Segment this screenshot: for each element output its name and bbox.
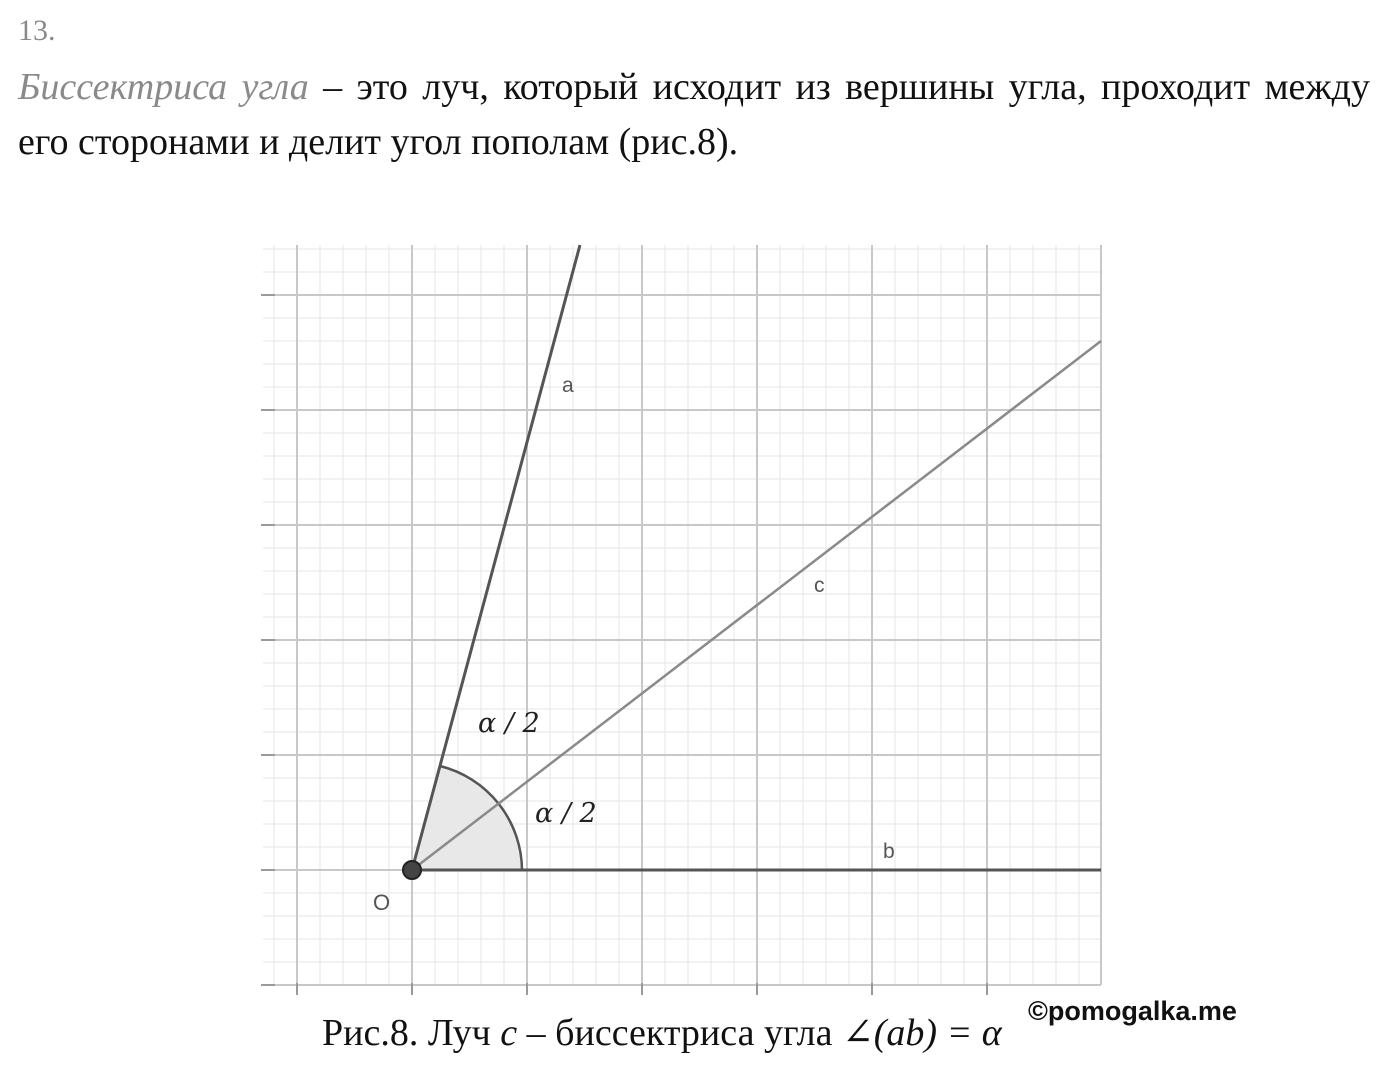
caption-ray: c bbox=[500, 1012, 518, 1054]
ray-c-label: c bbox=[814, 574, 825, 597]
definition-text: – это луч, который исходит из вершины угла, проходит между его сторонами и делит угол пополам (рис.8). bbox=[18, 66, 1370, 163]
definition-term: Биссектриса угла bbox=[18, 66, 309, 108]
watermark: ©pomogalka.me bbox=[1028, 996, 1237, 1026]
ray-a bbox=[412, 245, 580, 870]
caption-angle: ∠(ab) = α bbox=[841, 1012, 1002, 1054]
vertex-point bbox=[403, 861, 421, 879]
caption-prefix: Рис.8. Луч bbox=[322, 1012, 501, 1054]
grid-ticks bbox=[261, 295, 987, 995]
caption-middle: – биссектриса угла bbox=[517, 1012, 842, 1054]
figure-caption bbox=[322, 1010, 1002, 1055]
half-angle-upper-label: α / 2 bbox=[478, 708, 540, 739]
ray-a-label: a bbox=[562, 374, 574, 397]
ray-b-label: b bbox=[883, 840, 895, 863]
exercise-number: 13. bbox=[18, 14, 56, 47]
angle-sector bbox=[412, 766, 522, 870]
grid-minor bbox=[263, 245, 1101, 985]
vertex-label: O bbox=[373, 890, 391, 915]
half-angle-lower-label: α / 2 bbox=[535, 798, 597, 829]
